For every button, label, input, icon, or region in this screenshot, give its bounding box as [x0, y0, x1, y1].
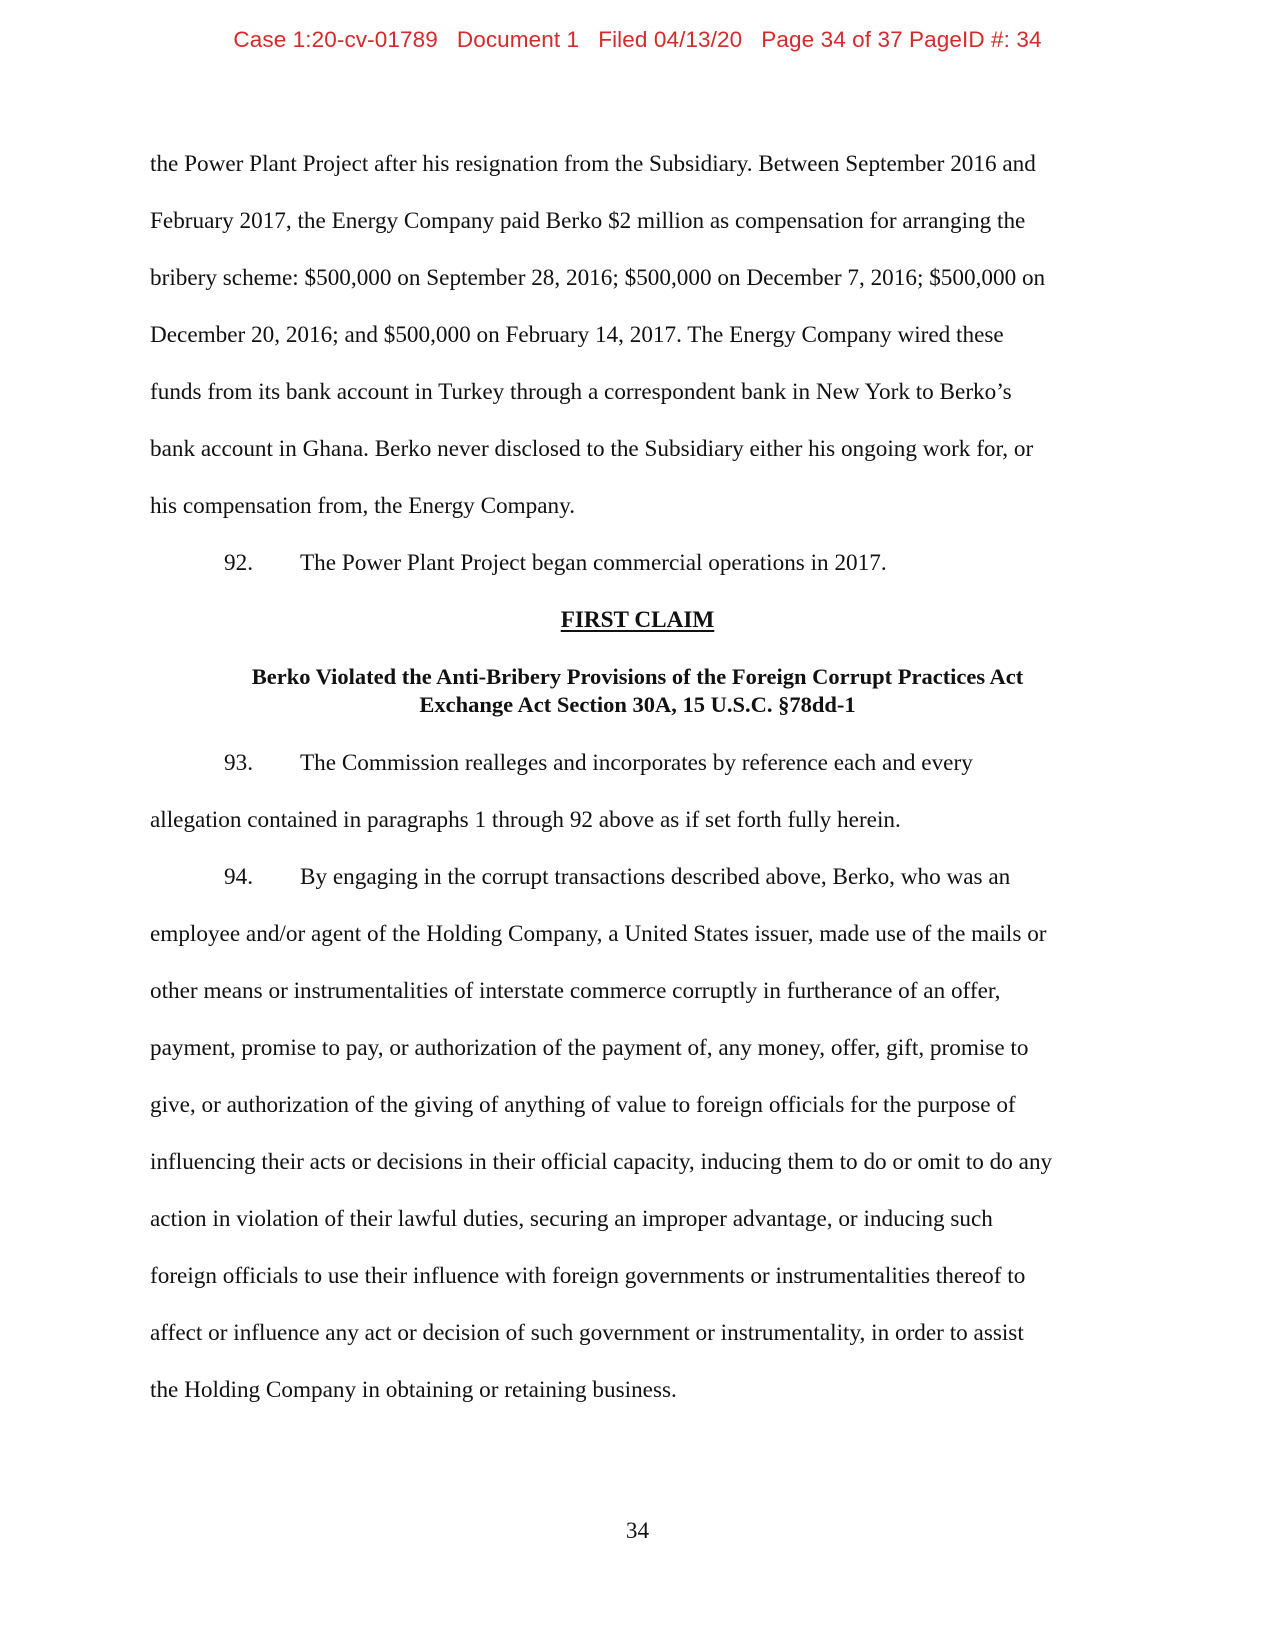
paragraph-first-line: By engaging in the corrupt transactions described above, Berko, who was an	[300, 864, 1011, 890]
paragraph-first-line: The Power Plant Project began commercial operations in 2017.	[300, 550, 887, 576]
body-line: give, or authorization of the giving of anything of value to foreign officials for the purpose of	[150, 1092, 1016, 1118]
body-line: bank account in Ghana. Berko never disclosed to the Subsidiary either his ongoing work for, or	[150, 436, 1034, 462]
body-line: December 20, 2016; and $500,000 on February 14, 2017. The Energy Company wired these	[150, 322, 1004, 348]
body-line: affect or influence any act or decision of such government or instrumentality, in order to assist	[150, 1320, 1024, 1346]
body-line: payment, promise to pay, or authorization of the payment of, any money, offer, gift, promise to	[150, 1035, 1029, 1061]
claim-subtitle-line-1: Berko Violated the Anti-Bribery Provisions of the Foreign Corrupt Practices Act	[251, 664, 1024, 689]
body-line: employee and/or agent of the Holding Company, a United States issuer, made use of the mails or	[150, 921, 1047, 947]
body-line: February 2017, the Energy Company paid Berko $2 million as compensation for arranging the	[150, 208, 1026, 234]
body-line: allegation contained in paragraphs 1 through 92 above as if set forth fully herein.	[150, 807, 901, 833]
body-line: his compensation from, the Energy Company.	[150, 493, 576, 519]
body-line: action in violation of their lawful duties, securing an improper advantage, or inducing such	[150, 1206, 993, 1232]
page-number: 34	[625, 1518, 650, 1544]
claim-subtitle-line-2: Exchange Act Section 30A, 15 U.S.C. §78dd-1	[419, 692, 856, 717]
body-line: bribery scheme: $500,000 on September 28, 2016; $500,000 on December 7, 2016; $500,000 on	[150, 265, 1046, 291]
body-line: other means or instrumentalities of interstate commerce corruptly in furtherance of an offer,	[150, 978, 1001, 1004]
body-line: the Holding Company in obtaining or retaining business.	[150, 1377, 677, 1403]
case-header-stamp: Case 1:20-cv-01789 Document 1 Filed 04/13/20 Page 34 of 37 PageID #: 34	[233, 27, 1042, 52]
body-line: funds from its bank account in Turkey through a correspondent bank in New York to Berko’s	[150, 379, 1012, 405]
paragraph-number: 92.	[224, 550, 253, 576]
paragraph-number: 93.	[224, 750, 253, 776]
body-line: the Power Plant Project after his resignation from the Subsidiary. Between September 2016 and	[150, 151, 1036, 177]
body-line: influencing their acts or decisions in their official capacity, inducing them to do or omit to do any	[150, 1149, 1053, 1175]
paragraph-first-line: The Commission realleges and incorporates by reference each and every	[300, 750, 973, 776]
body-line: foreign officials to use their influence with foreign governments or instrumentalities thereof to	[150, 1263, 1026, 1289]
paragraph-number: 94.	[224, 864, 253, 890]
claim-title-text: FIRST CLAIM	[560, 607, 715, 633]
claim-title	[0, 609, 1275, 632]
